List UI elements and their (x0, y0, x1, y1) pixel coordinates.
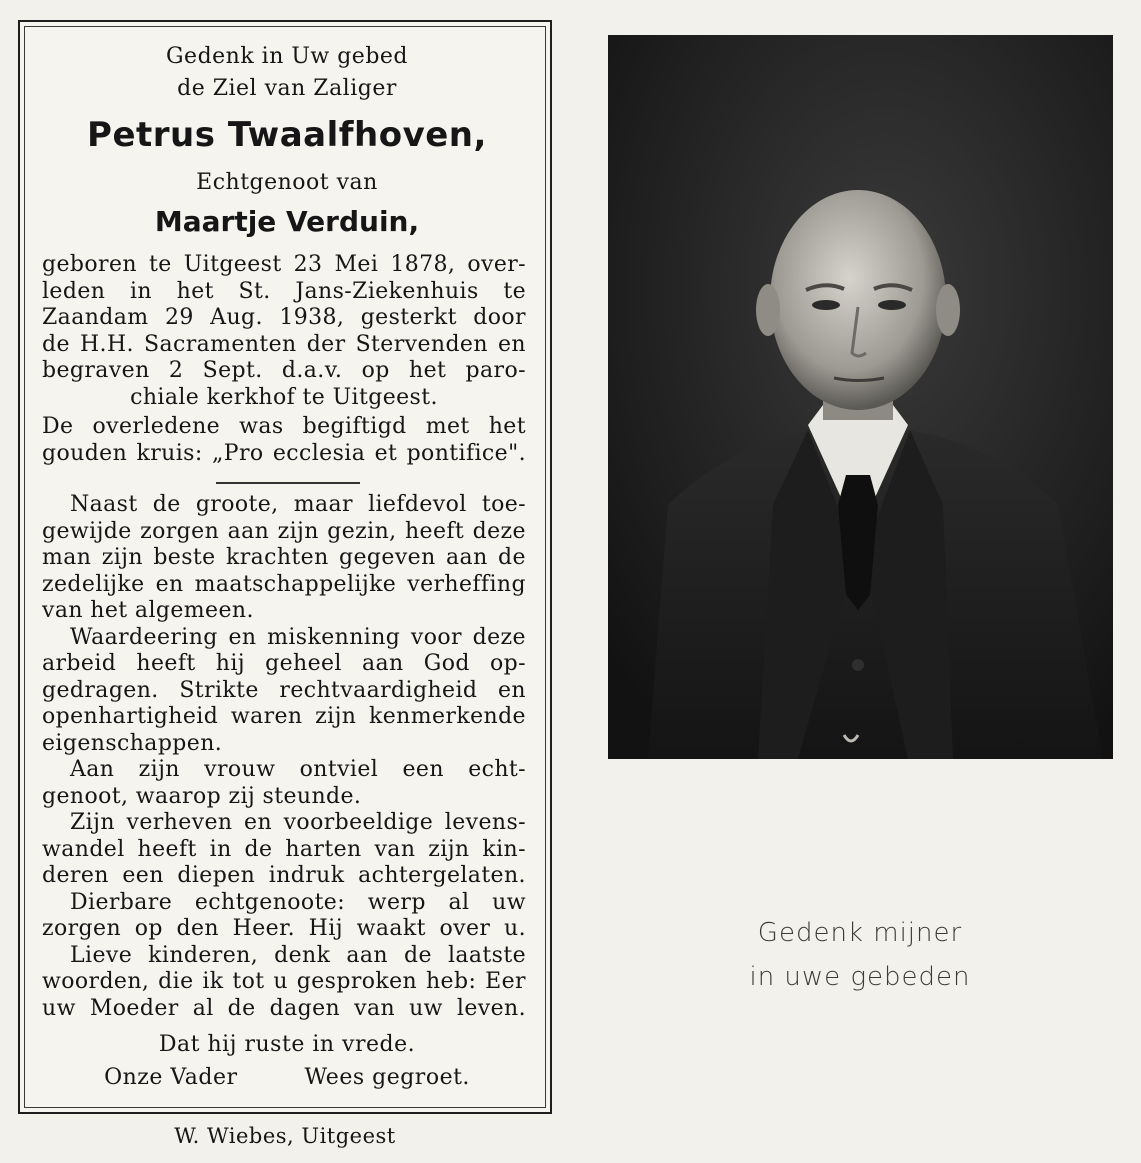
closing-line: Dat hij ruste in vrede. (158, 1032, 416, 1057)
caption-line-2: in uwe gebeden (749, 962, 971, 992)
tribute-line: zorgen op den Heer. Hij waakt over u. (42, 916, 526, 941)
tribute-line: Waardeering en miskenning voor deze (70, 624, 526, 650)
printer-credit: W. Wiebes, Uitgeest (174, 1124, 396, 1148)
tribute-text (42, 492, 526, 1022)
honour-line: De overledene was begiftigd met het (42, 414, 526, 439)
spouse-name: Maartje Verduin, (154, 205, 420, 238)
tribute-line: Naast de groote, maar liefdevol toe- (70, 492, 526, 517)
honour-note (42, 414, 526, 467)
tribute-line: woorden, die ik tot u gesproken heb: Eer (42, 969, 526, 994)
tribute-line: zedelijke en maatschappelijke verheffing (42, 571, 526, 597)
bio-line: begraven 2 Sept. d.a.v. op het paro- (42, 358, 526, 383)
portrait-photo (608, 35, 1113, 759)
tribute-line: uw Moeder al de dagen van uw leven. (42, 995, 526, 1021)
memorial-text-panel (18, 20, 552, 1114)
prayer-line (20, 1065, 554, 1090)
bio-line: leden in het St. Jans-Ziekenhuis te (42, 278, 526, 304)
prayer-right: Wees gegroet. (304, 1065, 470, 1090)
tribute-line: arbeid heeft hij geheel aan God op- (42, 651, 526, 676)
caption-line-1: Gedenk mijner (757, 918, 963, 948)
bio-line: geboren te Uitgeest 23 Mei 1878, over- (42, 252, 526, 277)
bio-line: Zaandam 29 Aug. 1938, gesterkt door (42, 305, 526, 330)
tribute-line: Aan zijn vrouw ontviel een echt- (70, 757, 526, 782)
separator-rule (216, 482, 360, 484)
tribute-line: deren een diepen indruk achtergelaten. (42, 863, 526, 888)
header-line-2: de Ziel van Zaliger (177, 76, 397, 101)
bio-line: chiale kerkhof te Uitgeest. (130, 384, 438, 410)
prayer-left: Onze Vader (104, 1065, 238, 1090)
tribute-line: openhartigheid waren zijn kenmerkende (42, 704, 526, 729)
portrait-image (608, 35, 1113, 759)
tribute-line: Zijn verheven en voorbeeldige levens- (70, 810, 526, 835)
tribute-line: Lieve kinderen, denk aan de laatste (70, 942, 526, 968)
tribute-line: eigenschappen. (42, 730, 223, 756)
tribute-line: gewijde zorgen aan zijn gezin, heeft deze (42, 518, 526, 544)
spouse-intro: Echtgenoot van (196, 170, 378, 195)
tribute-line: van het algemeen. (42, 598, 254, 623)
tribute-line: genoot, waarop zij steunde. (42, 783, 362, 809)
biography (42, 252, 526, 411)
deceased-name: Petrus Twaalfhoven, (87, 115, 487, 155)
tribute-line: wandel heeft in de harten van zijn kin- (42, 836, 526, 862)
tribute-line: gedragen. Strikte rechtvaardigheid en (42, 677, 526, 703)
tribute-line: man zijn beste krachten gegeven aan de (42, 545, 526, 570)
bio-line: de H.H. Sacramenten der Stervenden en (42, 331, 526, 357)
header-line-1: Gedenk in Uw gebed (165, 44, 409, 69)
honour-line: gouden kruis: „Pro ecclesia et pontifice". (42, 440, 526, 466)
tribute-line: Dierbare echtgenoote: werp al uw (70, 889, 526, 915)
